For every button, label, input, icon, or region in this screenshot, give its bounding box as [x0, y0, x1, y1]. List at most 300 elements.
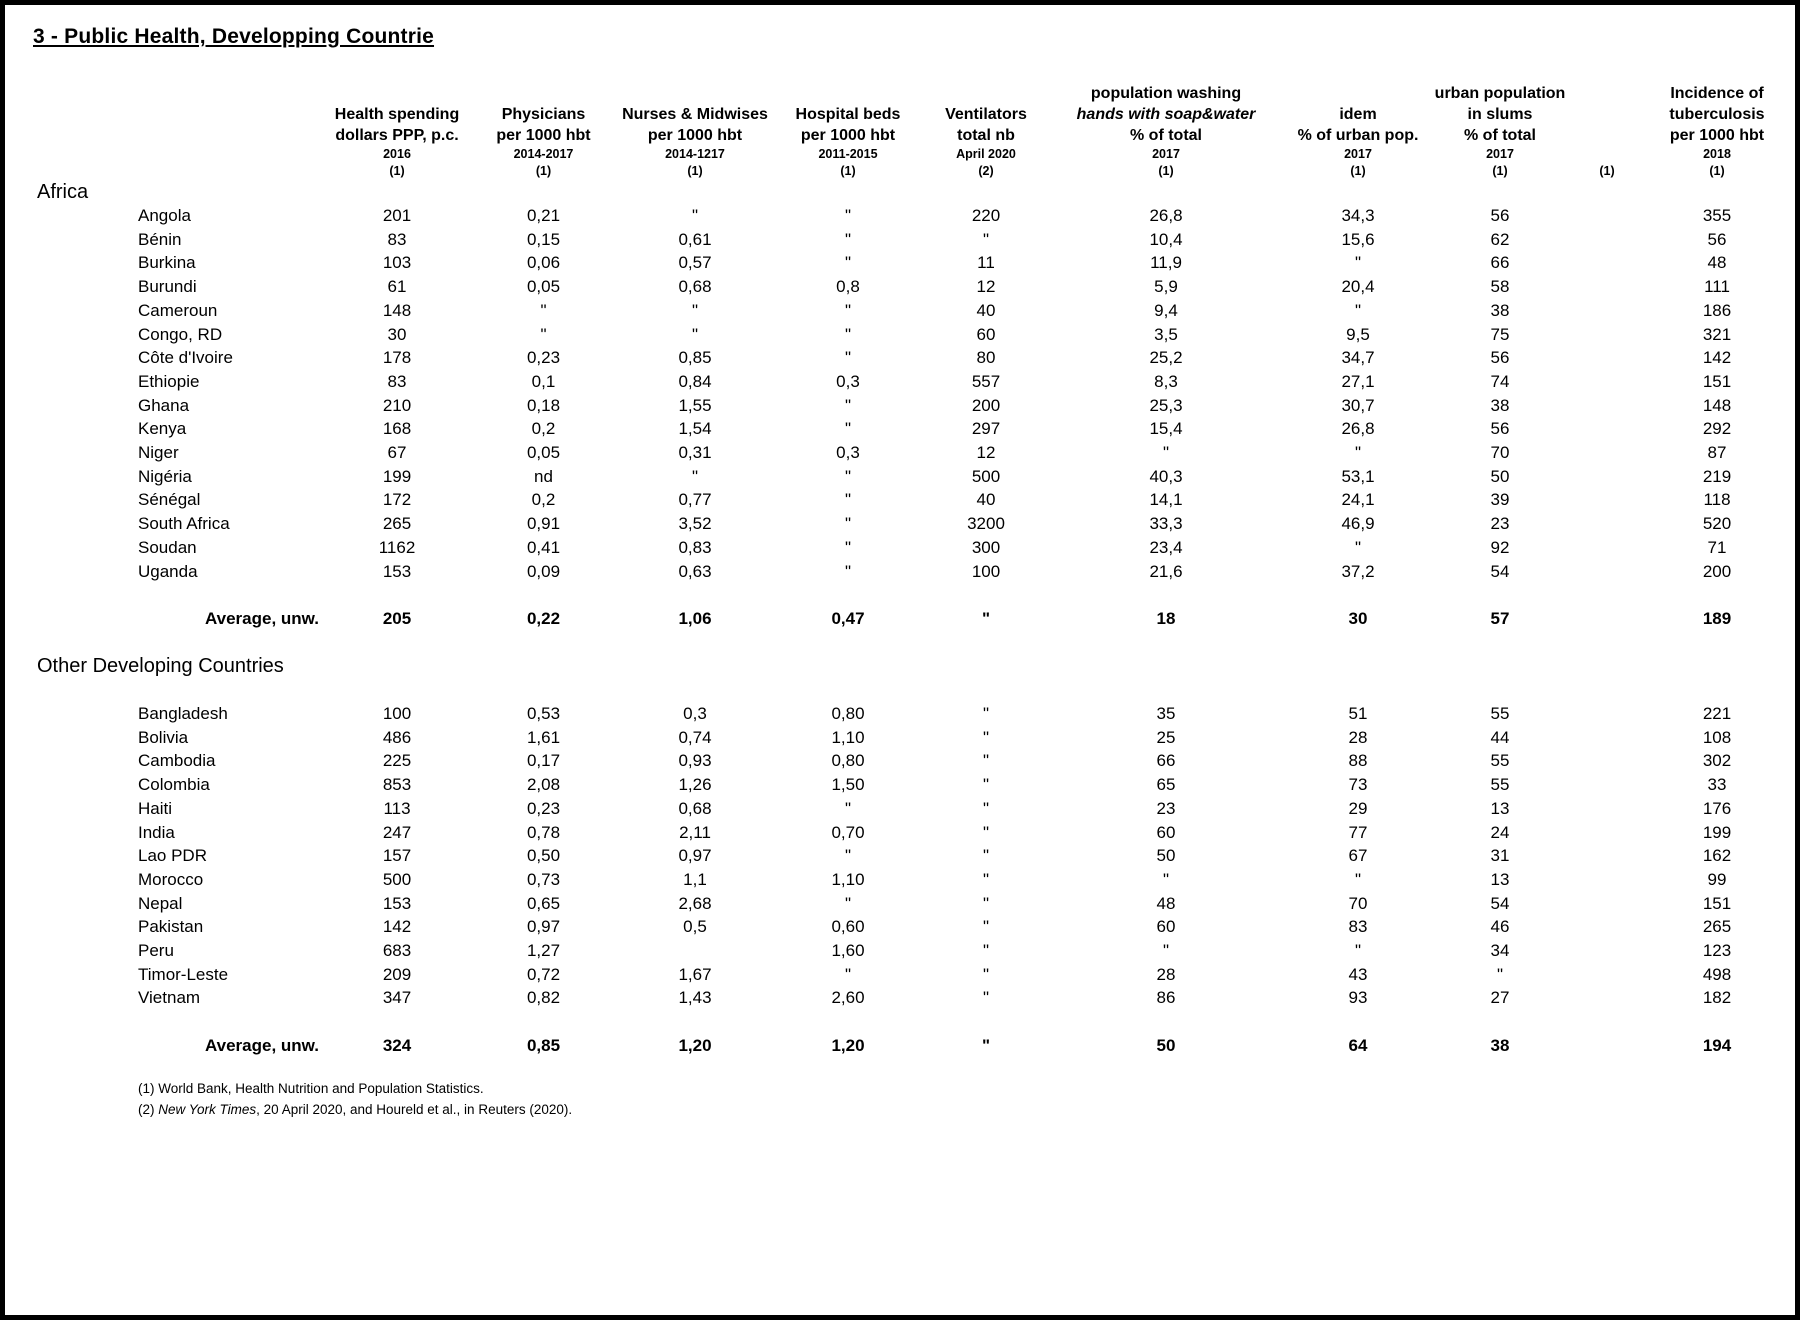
cell-physicians: 0,97 — [526, 917, 561, 937]
cell-hospital-beds: 1,50 — [831, 775, 865, 795]
country-name: Côte d'Ivoire — [138, 348, 233, 368]
table-row — [33, 488, 1786, 512]
cell-nurses: 2,68 — [678, 893, 712, 913]
cell-physicians: 0,09 — [526, 561, 561, 581]
cell-slums: 58 — [1490, 277, 1510, 297]
cell-slums: 13 — [1490, 869, 1510, 889]
country-name: Kenya — [138, 419, 187, 439]
cell-extra — [1566, 844, 1648, 868]
country-name: Timor-Leste — [138, 964, 229, 984]
column-header-line2: Health spending — [334, 106, 460, 123]
cell-nurses: 0,63 — [678, 561, 712, 581]
cell-washing-hands: 21,6 — [1149, 561, 1183, 581]
avg-extra — [1566, 607, 1648, 631]
cell-washing-hands: 35 — [1156, 704, 1176, 724]
page-title: 3 - Public Health, Developping Countrie — [33, 25, 435, 48]
avg-washing-hands: 50 — [1156, 1035, 1176, 1055]
header-row-years — [33, 146, 1786, 163]
cell-idem-urban: 28 — [1348, 727, 1368, 747]
table-row — [33, 560, 1786, 584]
column-header-year — [1566, 146, 1648, 163]
avg-tuberculosis: 194 — [1702, 1035, 1732, 1055]
footnote-2-source: New York Times — [158, 1101, 257, 1117]
cell-idem-urban: 30,7 — [1341, 395, 1375, 415]
column-header-year: 2018 — [1703, 147, 1731, 161]
cell-physicians: 0,23 — [526, 348, 561, 368]
column-header-line2 — [33, 104, 323, 125]
avg-ventilators: " — [981, 608, 991, 628]
country-name: Pakistan — [138, 917, 204, 937]
cell-washing-hands: 23,4 — [1149, 537, 1183, 557]
cell-extra — [1566, 488, 1648, 512]
cell-hospital-beds: " — [844, 561, 852, 581]
column-header-line1 — [774, 83, 922, 104]
cell-hospital-beds: " — [844, 466, 852, 486]
table-row — [33, 821, 1786, 845]
table-header — [33, 83, 1786, 180]
cell-slums: 54 — [1490, 893, 1510, 913]
cell-nurses — [616, 939, 774, 963]
cell-nurses: 0,61 — [678, 229, 712, 249]
cell-nurses: 2,11 — [679, 822, 711, 842]
cell-idem-urban: 24,1 — [1341, 490, 1375, 510]
cell-hospital-beds: " — [844, 514, 852, 534]
average-label: Average, unw. — [205, 608, 319, 628]
cell-extra — [1566, 228, 1648, 252]
cell-ventilators: 3200 — [967, 514, 1005, 534]
cell-nurses: " — [691, 206, 699, 225]
cell-health-spending: 67 — [387, 443, 407, 463]
cell-extra — [1566, 560, 1648, 584]
cell-health-spending: 210 — [382, 395, 412, 415]
cell-physicians: nd — [534, 466, 553, 486]
cell-health-spending: 853 — [382, 775, 412, 795]
avg-slums: 38 — [1490, 1035, 1510, 1055]
cell-extra — [1566, 939, 1648, 963]
cell-slums: 24 — [1490, 822, 1510, 842]
cell-ventilators: 60 — [976, 324, 996, 344]
cell-extra — [1566, 323, 1648, 347]
table-row — [33, 323, 1786, 347]
cell-ventilators: 80 — [976, 348, 996, 368]
column-header-year: 2011-2015 — [818, 147, 878, 161]
cell-health-spending: 142 — [382, 917, 412, 937]
avg-hospital-beds: 1,20 — [831, 1035, 865, 1055]
cell-washing-hands: 66 — [1156, 751, 1176, 771]
cell-washing-hands: 86 — [1156, 988, 1176, 1008]
cell-extra — [1566, 204, 1648, 228]
cell-ventilators: " — [982, 775, 990, 795]
cell-hospital-beds: " — [844, 419, 852, 439]
cell-physicians: 0,17 — [526, 751, 561, 771]
column-header-note: (2) — [978, 164, 994, 178]
country-name: Ethiopie — [138, 371, 200, 391]
footnote-1: (1) World Bank, Health Nutrition and Population Statistics. — [138, 1080, 484, 1096]
cell-nurses: 1,26 — [678, 775, 712, 795]
cell-physicians: 0,50 — [526, 846, 561, 866]
cell-slums: 62 — [1490, 229, 1510, 249]
cell-idem-urban: " — [1354, 253, 1362, 273]
cell-extra — [1566, 251, 1648, 275]
cell-slums: 13 — [1490, 798, 1510, 818]
cell-slums: 56 — [1490, 419, 1510, 439]
cell-washing-hands: 8,3 — [1154, 371, 1178, 391]
cell-washing-hands: 60 — [1156, 917, 1176, 937]
cell-health-spending: 168 — [382, 419, 412, 439]
cell-tuberculosis: 162 — [1702, 846, 1732, 866]
cell-tuberculosis: 118 — [1703, 490, 1731, 510]
cell-hospital-beds: " — [844, 537, 852, 557]
cell-health-spending: 172 — [382, 490, 412, 510]
cell-nurses: 1,1 — [683, 869, 707, 889]
cell-slums: 44 — [1490, 727, 1510, 747]
cell-tuberculosis: 33 — [1707, 775, 1727, 795]
cell-health-spending: 153 — [382, 561, 412, 581]
avg-extra — [1566, 1034, 1648, 1058]
cell-slums: 39 — [1490, 490, 1510, 510]
cell-extra — [1566, 868, 1648, 892]
cell-tuberculosis: 99 — [1707, 869, 1727, 889]
cell-slums: 56 — [1490, 206, 1510, 225]
avg-hospital-beds: 0,47 — [831, 608, 865, 628]
section-other-average — [33, 1010, 1786, 1057]
cell-hospital-beds: " — [844, 395, 852, 415]
avg-nurses: 1,06 — [678, 608, 712, 628]
column-header-note: (1) — [1492, 164, 1508, 178]
cell-hospital-beds: 0,3 — [836, 371, 860, 391]
cell-idem-urban: 34,7 — [1341, 348, 1375, 368]
cell-extra — [1566, 821, 1648, 845]
cell-slums: 54 — [1490, 561, 1510, 581]
footnote-2: (2) New York Times, 20 April 2020, and Houreld et al., in Reuters (2020). — [138, 1101, 573, 1117]
cell-slums: 38 — [1490, 300, 1510, 320]
cell-ventilators: 12 — [976, 277, 996, 297]
cell-slums: 75 — [1490, 324, 1510, 344]
cell-washing-hands: 14,1 — [1149, 490, 1183, 510]
cell-idem-urban: 93 — [1348, 988, 1368, 1008]
cell-tuberculosis: 176 — [1702, 798, 1732, 818]
column-header-note: (1) — [840, 164, 856, 178]
cell-ventilators: 557 — [971, 371, 1001, 391]
cell-ventilators: " — [982, 822, 990, 842]
cell-idem-urban: 20,4 — [1341, 277, 1375, 297]
cell-physicians: 1,61 — [526, 727, 561, 747]
cell-slums: 55 — [1490, 751, 1510, 771]
cell-hospital-beds: 1,10 — [831, 869, 865, 889]
cell-ventilators: 12 — [976, 443, 996, 463]
cell-slums: 55 — [1490, 775, 1510, 795]
cell-tuberculosis: 123 — [1702, 941, 1732, 961]
cell-physicians: 0,2 — [531, 490, 556, 510]
column-header-year: April 2020 — [956, 147, 1016, 161]
cell-slums: 50 — [1490, 466, 1510, 486]
cell-health-spending: 30 — [387, 324, 407, 344]
average-row-africa — [33, 607, 1786, 631]
avg-idem-urban: 64 — [1348, 1035, 1368, 1055]
cell-tuberculosis: 111 — [1704, 277, 1730, 297]
cell-tuberculosis: 56 — [1707, 229, 1727, 249]
cell-nurses: 0,68 — [678, 798, 712, 818]
cell-ventilators: " — [982, 798, 990, 818]
cell-nurses: 0,3 — [683, 704, 707, 724]
cell-idem-urban: 34,3 — [1341, 206, 1375, 225]
cell-nurses: 0,68 — [678, 277, 712, 297]
column-header-year — [33, 146, 323, 163]
cell-physicians: 0,72 — [526, 964, 561, 984]
cell-idem-urban: " — [1354, 300, 1362, 320]
cell-washing-hands: 5,9 — [1154, 277, 1178, 297]
country-name: Uganda — [138, 561, 198, 581]
avg-ventilators: " — [981, 1035, 991, 1055]
cell-nurses: 0,83 — [678, 537, 712, 557]
section-africa-average — [33, 583, 1786, 654]
country-name: Lao PDR — [138, 846, 207, 866]
cell-ventilators: 40 — [976, 300, 996, 320]
column-header-line2: hands with soap&water — [1076, 106, 1256, 123]
avg-washing-hands: 18 — [1156, 608, 1176, 628]
cell-nurses: 1,43 — [678, 988, 712, 1008]
cell-washing-hands: 60 — [1156, 822, 1176, 842]
cell-health-spending: 100 — [382, 704, 412, 724]
cell-nurses: " — [691, 324, 699, 344]
cell-hospital-beds: " — [844, 964, 852, 984]
cell-tuberculosis: 498 — [1702, 964, 1732, 984]
table-row — [33, 370, 1786, 394]
cell-hospital-beds: " — [844, 490, 852, 510]
cell-idem-urban: 53,1 — [1341, 466, 1375, 486]
country-name: South Africa — [138, 514, 230, 534]
country-name: Vietnam — [138, 988, 201, 1008]
cell-slums: 23 — [1490, 514, 1510, 534]
cell-idem-urban: " — [1354, 869, 1362, 889]
section-title-other: Other Developing Countries — [37, 655, 284, 678]
average-row-other — [33, 1034, 1786, 1058]
cell-ventilators: 500 — [971, 466, 1001, 486]
cell-ventilators: 100 — [971, 561, 1001, 581]
cell-nurses: 0,31 — [678, 443, 712, 463]
cell-physicians: 0,05 — [526, 277, 561, 297]
cell-health-spending: 199 — [382, 466, 412, 486]
column-header-note: (1) — [1350, 164, 1366, 178]
avg-physicians: 0,85 — [526, 1035, 561, 1055]
column-header-line2: Nurses & Midwises — [622, 106, 768, 123]
cell-nurses: " — [691, 466, 699, 486]
cell-idem-urban: 15,6 — [1341, 229, 1375, 249]
cell-slums: 31 — [1490, 846, 1510, 866]
cell-washing-hands: 9,4 — [1154, 300, 1178, 320]
cell-tuberculosis: 355 — [1702, 206, 1732, 225]
cell-tuberculosis: 200 — [1702, 561, 1732, 581]
column-header-line2: idem — [1339, 106, 1377, 123]
column-header-line2: Ventilators — [945, 106, 1027, 123]
cell-idem-urban: 77 — [1348, 822, 1368, 842]
cell-extra — [1566, 299, 1648, 323]
cell-washing-hands: 65 — [1156, 775, 1176, 795]
cell-health-spending: 500 — [382, 869, 412, 889]
cell-health-spending: 178 — [382, 348, 412, 368]
cell-extra — [1566, 726, 1648, 750]
cell-nurses: 0,93 — [678, 751, 712, 771]
column-header-line1 — [922, 83, 1050, 104]
cell-physicians: 0,21 — [526, 206, 561, 225]
cell-nurses: 1,55 — [678, 395, 712, 415]
cell-health-spending: 265 — [382, 514, 412, 534]
country-name: Morocco — [138, 869, 204, 889]
cell-idem-urban: 70 — [1348, 893, 1368, 913]
cell-physicians: 2,08 — [526, 775, 561, 795]
cell-idem-urban: 43 — [1348, 964, 1368, 984]
cell-extra — [1566, 346, 1648, 370]
cell-physicians: 0,2 — [531, 419, 556, 439]
cell-idem-urban: " — [1354, 537, 1362, 557]
cell-health-spending: 83 — [387, 229, 407, 249]
cell-idem-urban: 26,8 — [1341, 419, 1375, 439]
cell-extra — [1566, 536, 1648, 560]
cell-hospital-beds: " — [844, 300, 852, 320]
table-row — [33, 702, 1786, 726]
column-header-note: (1) — [389, 164, 405, 178]
table-row — [33, 441, 1786, 465]
column-header-line3: % of urban pop. — [1297, 127, 1419, 144]
cell-health-spending: 225 — [382, 751, 412, 771]
country-name: Ghana — [138, 395, 190, 415]
cell-tuberculosis: 219 — [1702, 466, 1732, 486]
section-africa-rows — [33, 204, 1786, 583]
cell-nurses: 0,57 — [678, 253, 712, 273]
cell-idem-urban: 29 — [1348, 798, 1368, 818]
cell-nurses: 0,84 — [678, 371, 712, 391]
cell-washing-hands: 33,3 — [1149, 514, 1183, 534]
cell-idem-urban: 88 — [1348, 751, 1368, 771]
cell-hospital-beds: " — [844, 348, 852, 368]
column-header-line1: population washing — [1090, 85, 1242, 102]
cell-washing-hands: 50 — [1156, 846, 1176, 866]
table-row — [33, 844, 1786, 868]
cell-physicians: 1,27 — [526, 941, 561, 961]
cell-hospital-beds: 0,70 — [831, 822, 865, 842]
cell-idem-urban: 73 — [1348, 775, 1368, 795]
column-header-line2: in slums — [1467, 106, 1533, 123]
table-row — [33, 346, 1786, 370]
cell-tuberculosis: 48 — [1707, 253, 1727, 273]
cell-health-spending: 153 — [382, 893, 412, 913]
cell-physicians: 0,06 — [526, 253, 561, 273]
cell-ventilators: " — [982, 229, 990, 249]
cell-physicians: 0,65 — [526, 893, 561, 913]
section-other-label — [33, 654, 1786, 702]
cell-hospital-beds: 0,80 — [831, 704, 865, 724]
country-name: Bolivia — [138, 727, 189, 747]
column-header-line2: Physicians — [501, 106, 586, 123]
cell-extra — [1566, 370, 1648, 394]
cell-nurses: 3,52 — [678, 514, 712, 534]
cell-idem-urban: 37,2 — [1341, 561, 1375, 581]
cell-ventilators: " — [982, 846, 990, 866]
cell-ventilators: " — [982, 941, 990, 961]
country-name: Cameroun — [138, 300, 218, 320]
cell-physicians: 0,05 — [526, 443, 561, 463]
cell-extra — [1566, 441, 1648, 465]
cell-hospital-beds: " — [844, 229, 852, 249]
cell-physicians: 0,18 — [526, 395, 561, 415]
column-header-line3: per 1000 hbt — [800, 127, 896, 144]
cell-slums: 55 — [1490, 704, 1510, 724]
cell-idem-urban: 67 — [1348, 846, 1368, 866]
cell-nurses: 0,97 — [678, 846, 712, 866]
country-name: Haiti — [138, 798, 173, 818]
cell-tuberculosis: 292 — [1702, 419, 1732, 439]
cell-extra — [1566, 915, 1648, 939]
table-row — [33, 228, 1786, 252]
country-name: Cambodia — [138, 751, 216, 771]
column-header-line3: dollars PPP, p.c. — [335, 127, 459, 144]
cell-physicians: " — [540, 324, 547, 344]
table-row — [33, 275, 1786, 299]
cell-health-spending: 148 — [382, 300, 412, 320]
column-header-note: (1) — [1599, 164, 1615, 178]
column-header-line1 — [616, 83, 774, 104]
cell-washing-hands: " — [1162, 443, 1170, 463]
cell-washing-hands: 48 — [1156, 893, 1176, 913]
cell-physicians: 0,15 — [526, 229, 561, 249]
cell-extra — [1566, 986, 1648, 1010]
cell-idem-urban: 9,5 — [1346, 324, 1370, 344]
cell-tuberculosis: 520 — [1702, 514, 1732, 534]
cell-slums: 92 — [1490, 537, 1510, 557]
cell-idem-urban: 46,9 — [1341, 514, 1375, 534]
cell-ventilators: " — [982, 893, 990, 913]
column-header-note: (1) — [1709, 164, 1725, 178]
table-row — [33, 915, 1786, 939]
cell-physicians: 0,91 — [526, 514, 561, 534]
country-name: Angola — [138, 206, 191, 225]
country-name: Nigéria — [138, 466, 192, 486]
column-header-line3: per 1000 hbt — [1669, 127, 1765, 144]
avg-tuberculosis: 189 — [1702, 608, 1732, 628]
table-row — [33, 536, 1786, 560]
cell-tuberculosis: 151 — [1702, 371, 1732, 391]
cell-health-spending: 113 — [383, 798, 411, 818]
cell-health-spending: 83 — [387, 371, 407, 391]
cell-washing-hands: 28 — [1156, 964, 1176, 984]
cell-idem-urban: " — [1354, 443, 1362, 463]
cell-extra — [1566, 275, 1648, 299]
avg-health-spending: 324 — [382, 1035, 412, 1055]
table-row — [33, 797, 1786, 821]
cell-ventilators: " — [982, 704, 990, 724]
country-name: Niger — [138, 443, 179, 463]
cell-ventilators: 200 — [971, 395, 1001, 415]
avg-slums: 57 — [1490, 608, 1510, 628]
cell-slums: " — [1496, 964, 1504, 984]
cell-health-spending: 683 — [382, 941, 412, 961]
cell-physicians: 0,73 — [526, 869, 561, 889]
cell-health-spending: 209 — [382, 964, 412, 984]
cell-washing-hands: " — [1162, 941, 1170, 961]
cell-tuberculosis: 265 — [1702, 917, 1732, 937]
table-row — [33, 204, 1786, 228]
cell-ventilators: " — [982, 988, 990, 1008]
cell-extra — [1566, 394, 1648, 418]
cell-slums: 70 — [1490, 443, 1510, 463]
country-name: Congo, RD — [138, 324, 223, 344]
cell-nurses: 0,5 — [683, 917, 707, 937]
cell-tuberculosis: 182 — [1702, 988, 1732, 1008]
cell-washing-hands: 3,5 — [1154, 324, 1178, 344]
cell-health-spending: 103 — [382, 253, 412, 273]
cell-physicians: 0,1 — [531, 371, 556, 391]
country-name: Sénégal — [138, 490, 201, 510]
